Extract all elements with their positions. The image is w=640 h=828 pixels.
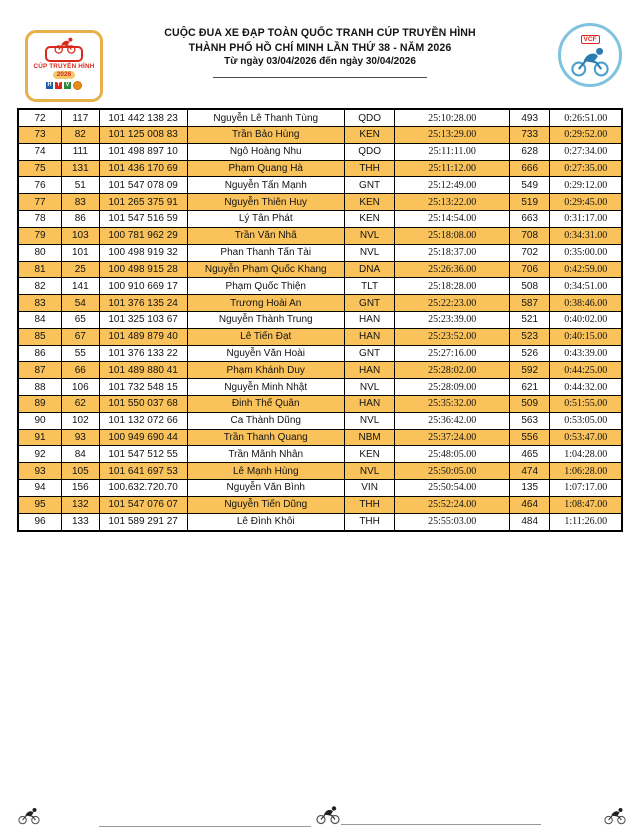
cell-bib: 65 bbox=[62, 311, 99, 328]
cell-team: HAN bbox=[344, 362, 395, 379]
cell-name: Nguyễn Phạm Quốc Khang bbox=[187, 261, 344, 278]
cell-name: Trương Hoài An bbox=[187, 295, 344, 312]
table-row bbox=[18, 227, 622, 244]
table-row bbox=[18, 160, 622, 177]
cyclist-icon bbox=[18, 806, 40, 825]
cell-uci_id: 100 910 669 17 bbox=[99, 278, 187, 295]
htv-logo-v: V bbox=[65, 81, 70, 88]
cell-time: 25:37:24.00 bbox=[395, 429, 510, 446]
table-row bbox=[18, 211, 622, 228]
cell-rank: 76 bbox=[18, 177, 62, 194]
cell-uci_id: 101 442 138 23 bbox=[99, 109, 187, 127]
cell-team: GNT bbox=[344, 345, 395, 362]
cell-team: KEN bbox=[344, 446, 395, 463]
results-table bbox=[17, 108, 623, 532]
cell-name: Ngô Hoàng Nhu bbox=[187, 143, 344, 160]
cell-team: DNA bbox=[344, 261, 395, 278]
cell-team: NVL bbox=[344, 227, 395, 244]
cell-name: Nguyễn Văn Hoài bbox=[187, 345, 344, 362]
cell-points: 592 bbox=[509, 362, 550, 379]
cell-rank: 89 bbox=[18, 396, 62, 413]
vcf-label: VCF bbox=[581, 35, 600, 44]
cell-rank: 84 bbox=[18, 311, 62, 328]
signature-line-right bbox=[341, 824, 541, 825]
cyclist-icon bbox=[52, 36, 78, 54]
cell-points: 521 bbox=[509, 311, 550, 328]
cell-name: Nguyễn Minh Nhật bbox=[187, 379, 344, 396]
table-row bbox=[18, 496, 622, 513]
cell-rank: 96 bbox=[18, 513, 62, 531]
cell-name: Phạm Khánh Duy bbox=[187, 362, 344, 379]
cell-team: NVL bbox=[344, 379, 395, 396]
page-title bbox=[120, 26, 520, 69]
cell-points: 474 bbox=[509, 463, 550, 480]
cell-team: GNT bbox=[344, 177, 395, 194]
cell-team: HAN bbox=[344, 328, 395, 345]
cell-bib: 54 bbox=[62, 295, 99, 312]
cell-time: 25:18:28.00 bbox=[395, 278, 510, 295]
cell-bib: 105 bbox=[62, 463, 99, 480]
cell-team: HAN bbox=[344, 311, 395, 328]
cell-team: KEN bbox=[344, 127, 395, 144]
htv-logo-h: H bbox=[47, 81, 52, 88]
cell-name: Nguyễn Tấn Mạnh bbox=[187, 177, 344, 194]
table-row bbox=[18, 480, 622, 497]
cell-points: 702 bbox=[509, 244, 550, 261]
tv-cyclist-icon bbox=[41, 36, 87, 62]
cell-rank: 90 bbox=[18, 412, 62, 429]
page-footer bbox=[0, 795, 640, 828]
table-row bbox=[18, 127, 622, 144]
cell-bib: 84 bbox=[62, 446, 99, 463]
cell-team: HAN bbox=[344, 396, 395, 413]
cell-points: 621 bbox=[509, 379, 550, 396]
cell-uci_id: 101 641 697 53 bbox=[99, 463, 187, 480]
cell-gap: 0:29:45.00 bbox=[550, 194, 622, 211]
cell-points: 733 bbox=[509, 127, 550, 144]
cell-gap: 0:42:59.00 bbox=[550, 261, 622, 278]
table-row bbox=[18, 429, 622, 446]
cell-time: 25:11:11.00 bbox=[395, 143, 510, 160]
cell-time: 25:10:28.00 bbox=[395, 109, 510, 127]
cell-name: Trần Văn Nhã bbox=[187, 227, 344, 244]
table-row bbox=[18, 194, 622, 211]
cell-gap: 0:40:02.00 bbox=[550, 311, 622, 328]
cell-gap: 0:29:52.00 bbox=[550, 127, 622, 144]
cell-rank: 92 bbox=[18, 446, 62, 463]
cell-bib: 131 bbox=[62, 160, 99, 177]
cell-rank: 73 bbox=[18, 127, 62, 144]
cell-name: Lê Mạnh Hùng bbox=[187, 463, 344, 480]
cell-name: Nguyễn Văn Bình bbox=[187, 480, 344, 497]
cell-gap: 0:31:17.00 bbox=[550, 211, 622, 228]
cell-team: NBM bbox=[344, 429, 395, 446]
cell-time: 25:18:37.00 bbox=[395, 244, 510, 261]
cell-name: Trần Thanh Quang bbox=[187, 429, 344, 446]
title-line-1: CUỘC ĐUA XE ĐẠP TOÀN QUỐC TRANH CÚP TRUYỀN HÌNH bbox=[164, 27, 476, 39]
cell-rank: 72 bbox=[18, 109, 62, 127]
cell-name: Nguyễn Tiến Dũng bbox=[187, 496, 344, 513]
cell-gap: 0:53:05.00 bbox=[550, 412, 622, 429]
cell-uci_id: 101 325 103 67 bbox=[99, 311, 187, 328]
cell-uci_id: 101 547 078 09 bbox=[99, 177, 187, 194]
cell-rank: 93 bbox=[18, 463, 62, 480]
cell-name: Đinh Thế Quân bbox=[187, 396, 344, 413]
cell-rank: 79 bbox=[18, 227, 62, 244]
cell-time: 25:13:29.00 bbox=[395, 127, 510, 144]
cell-time: 25:11:12.00 bbox=[395, 160, 510, 177]
cell-gap: 1:11:26.00 bbox=[550, 513, 622, 531]
cell-points: 508 bbox=[509, 278, 550, 295]
cell-time: 25:22:23.00 bbox=[395, 295, 510, 312]
cell-rank: 82 bbox=[18, 278, 62, 295]
table-row bbox=[18, 295, 622, 312]
sponsor-logos bbox=[46, 81, 82, 90]
signature-line-left bbox=[99, 826, 311, 827]
cell-time: 25:48:05.00 bbox=[395, 446, 510, 463]
table-row bbox=[18, 362, 622, 379]
cup-truyen-hinh-label: CÚP TRUYỀN HÌNH bbox=[33, 63, 95, 70]
cell-time: 25:50:05.00 bbox=[395, 463, 510, 480]
table-row bbox=[18, 244, 622, 261]
cell-points: 706 bbox=[509, 261, 550, 278]
cell-rank: 88 bbox=[18, 379, 62, 396]
cell-rank: 75 bbox=[18, 160, 62, 177]
vcf-federation-logo bbox=[558, 23, 622, 87]
htv-cup-badge-logo bbox=[25, 30, 103, 102]
cell-points: 663 bbox=[509, 211, 550, 228]
cell-time: 25:23:52.00 bbox=[395, 328, 510, 345]
cell-uci_id: 101 132 072 66 bbox=[99, 412, 187, 429]
cell-uci_id: 100 949 690 44 bbox=[99, 429, 187, 446]
cell-rank: 91 bbox=[18, 429, 62, 446]
cell-name: Lý Tân Phát bbox=[187, 211, 344, 228]
cell-bib: 25 bbox=[62, 261, 99, 278]
cell-uci_id: 101 376 133 22 bbox=[99, 345, 187, 362]
table-row bbox=[18, 463, 622, 480]
table-row bbox=[18, 345, 622, 362]
cell-rank: 87 bbox=[18, 362, 62, 379]
cell-bib: 133 bbox=[62, 513, 99, 531]
cell-bib: 101 bbox=[62, 244, 99, 261]
cell-time: 25:55:03.00 bbox=[395, 513, 510, 531]
cell-bib: 102 bbox=[62, 412, 99, 429]
results-table-body bbox=[18, 109, 622, 531]
cell-gap: 0:38:46.00 bbox=[550, 295, 622, 312]
cell-name: Trần Mãnh Nhân bbox=[187, 446, 344, 463]
table-row bbox=[18, 396, 622, 413]
cell-gap: 0:51:55.00 bbox=[550, 396, 622, 413]
cell-points: 549 bbox=[509, 177, 550, 194]
table-row bbox=[18, 109, 622, 127]
cell-bib: 141 bbox=[62, 278, 99, 295]
cell-bib: 156 bbox=[62, 480, 99, 497]
cell-gap: 0:43:39.00 bbox=[550, 345, 622, 362]
cell-time: 25:52:24.00 bbox=[395, 496, 510, 513]
cell-points: 523 bbox=[509, 328, 550, 345]
cell-points: 666 bbox=[509, 160, 550, 177]
cell-team: TLT bbox=[344, 278, 395, 295]
cell-team: KEN bbox=[344, 211, 395, 228]
cell-gap: 0:27:35.00 bbox=[550, 160, 622, 177]
cell-name: Lê Đình Khôi bbox=[187, 513, 344, 531]
cell-bib: 117 bbox=[62, 109, 99, 127]
cell-bib: 111 bbox=[62, 143, 99, 160]
cell-uci_id: 100 781 962 29 bbox=[99, 227, 187, 244]
cell-gap: 0:34:51.00 bbox=[550, 278, 622, 295]
cell-rank: 94 bbox=[18, 480, 62, 497]
cell-rank: 86 bbox=[18, 345, 62, 362]
cell-uci_id: 101 547 512 55 bbox=[99, 446, 187, 463]
cell-team: NVL bbox=[344, 463, 395, 480]
cell-bib: 67 bbox=[62, 328, 99, 345]
table-row bbox=[18, 278, 622, 295]
cell-gap: 0:44:25.00 bbox=[550, 362, 622, 379]
cell-points: 708 bbox=[509, 227, 550, 244]
cell-gap: 1:06:28.00 bbox=[550, 463, 622, 480]
cell-time: 25:18:08.00 bbox=[395, 227, 510, 244]
cell-bib: 106 bbox=[62, 379, 99, 396]
cell-gap: 0:40:15.00 bbox=[550, 328, 622, 345]
cell-points: 464 bbox=[509, 496, 550, 513]
cell-bib: 86 bbox=[62, 211, 99, 228]
cell-rank: 83 bbox=[18, 295, 62, 312]
cell-gap: 0:26:51.00 bbox=[550, 109, 622, 127]
cell-name: Phạm Quốc Thiện bbox=[187, 278, 344, 295]
cell-points: 135 bbox=[509, 480, 550, 497]
cell-uci_id: 101 436 170 69 bbox=[99, 160, 187, 177]
cell-time: 25:13:22.00 bbox=[395, 194, 510, 211]
cell-team: VIN bbox=[344, 480, 395, 497]
cell-name: Ca Thành Dũng bbox=[187, 412, 344, 429]
cell-rank: 85 bbox=[18, 328, 62, 345]
cell-gap: 0:35:00.00 bbox=[550, 244, 622, 261]
table-row bbox=[18, 513, 622, 531]
cyclist-icon bbox=[604, 806, 626, 825]
cell-bib: 62 bbox=[62, 396, 99, 413]
cell-rank: 78 bbox=[18, 211, 62, 228]
cell-uci_id: 101 547 076 07 bbox=[99, 496, 187, 513]
cell-time: 25:12:49.00 bbox=[395, 177, 510, 194]
cell-team: KEN bbox=[344, 194, 395, 211]
table-row bbox=[18, 328, 622, 345]
cell-uci_id: 101 489 880 41 bbox=[99, 362, 187, 379]
table-row bbox=[18, 261, 622, 278]
table-row bbox=[18, 143, 622, 160]
cell-points: 493 bbox=[509, 109, 550, 127]
cell-time: 25:28:09.00 bbox=[395, 379, 510, 396]
cell-points: 587 bbox=[509, 295, 550, 312]
cell-uci_id: 100.632.720.70 bbox=[99, 480, 187, 497]
cell-gap: 0:27:34.00 bbox=[550, 143, 622, 160]
cell-bib: 132 bbox=[62, 496, 99, 513]
cell-gap: 1:07:17.00 bbox=[550, 480, 622, 497]
table-row bbox=[18, 446, 622, 463]
cell-time: 25:36:42.00 bbox=[395, 412, 510, 429]
table-row bbox=[18, 311, 622, 328]
cell-uci_id: 100 498 919 32 bbox=[99, 244, 187, 261]
table-row bbox=[18, 379, 622, 396]
cell-uci_id: 101 265 375 91 bbox=[99, 194, 187, 211]
cell-name: Trần Bảo Hùng bbox=[187, 127, 344, 144]
cell-bib: 82 bbox=[62, 127, 99, 144]
page-header bbox=[0, 0, 640, 106]
cell-points: 563 bbox=[509, 412, 550, 429]
cell-team: THH bbox=[344, 496, 395, 513]
title-line-3: Từ ngày 03/04/2026 đến ngày 30/04/2026 bbox=[224, 56, 416, 67]
cell-time: 25:50:54.00 bbox=[395, 480, 510, 497]
cell-gap: 0:34:31.00 bbox=[550, 227, 622, 244]
cup-year-label: 2026 bbox=[53, 71, 75, 79]
cell-gap: 1:04:28.00 bbox=[550, 446, 622, 463]
cell-rank: 74 bbox=[18, 143, 62, 160]
cell-team: GNT bbox=[344, 295, 395, 312]
cell-points: 465 bbox=[509, 446, 550, 463]
cell-name: Nguyễn Lê Thanh Tùng bbox=[187, 109, 344, 127]
sponsor-circle-icon bbox=[73, 81, 82, 90]
cell-points: 556 bbox=[509, 429, 550, 446]
cell-team: QDO bbox=[344, 143, 395, 160]
cell-rank: 95 bbox=[18, 496, 62, 513]
cell-gap: 0:53:47.00 bbox=[550, 429, 622, 446]
cell-bib: 55 bbox=[62, 345, 99, 362]
cell-team: NVL bbox=[344, 244, 395, 261]
cell-team: THH bbox=[344, 513, 395, 531]
title-underline bbox=[213, 77, 427, 78]
cell-uci_id: 101 732 548 15 bbox=[99, 379, 187, 396]
table-row bbox=[18, 412, 622, 429]
cell-name: Nguyễn Thiên Huy bbox=[187, 194, 344, 211]
cell-points: 628 bbox=[509, 143, 550, 160]
cell-uci_id: 101 547 516 59 bbox=[99, 211, 187, 228]
cell-rank: 80 bbox=[18, 244, 62, 261]
cell-uci_id: 101 550 037 68 bbox=[99, 396, 187, 413]
cell-points: 526 bbox=[509, 345, 550, 362]
cell-name: Phan Thanh Tấn Tài bbox=[187, 244, 344, 261]
cell-gap: 0:29:12.00 bbox=[550, 177, 622, 194]
cell-time: 25:28:02.00 bbox=[395, 362, 510, 379]
cyclist-icon bbox=[570, 45, 610, 77]
cell-team: THH bbox=[344, 160, 395, 177]
cyclist-icon bbox=[316, 804, 340, 825]
cell-uci_id: 101 489 879 40 bbox=[99, 328, 187, 345]
cell-bib: 93 bbox=[62, 429, 99, 446]
cell-name: Phạm Quang Hà bbox=[187, 160, 344, 177]
cell-time: 25:23:39.00 bbox=[395, 311, 510, 328]
cell-gap: 0:44:32.00 bbox=[550, 379, 622, 396]
cell-uci_id: 100 498 915 28 bbox=[99, 261, 187, 278]
cell-team: QDO bbox=[344, 109, 395, 127]
cell-uci_id: 101 376 135 24 bbox=[99, 295, 187, 312]
cell-bib: 83 bbox=[62, 194, 99, 211]
cell-rank: 77 bbox=[18, 194, 62, 211]
cell-time: 25:14:54.00 bbox=[395, 211, 510, 228]
cell-time: 25:27:16.00 bbox=[395, 345, 510, 362]
table-row bbox=[18, 177, 622, 194]
cell-name: Nguyễn Thành Trung bbox=[187, 311, 344, 328]
cell-bib: 66 bbox=[62, 362, 99, 379]
cell-uci_id: 101 125 008 83 bbox=[99, 127, 187, 144]
cell-points: 484 bbox=[509, 513, 550, 531]
cell-time: 25:26:36.00 bbox=[395, 261, 510, 278]
cell-time: 25:35:32.00 bbox=[395, 396, 510, 413]
cell-team: NVL bbox=[344, 412, 395, 429]
htv-logo-t: T bbox=[56, 81, 61, 88]
cell-name: Lê Tiến Đạt bbox=[187, 328, 344, 345]
cell-bib: 51 bbox=[62, 177, 99, 194]
title-line-2: THÀNH PHỐ HỒ CHÍ MINH LẦN THỨ 38 - NĂM 2026 bbox=[188, 41, 452, 54]
cell-bib: 103 bbox=[62, 227, 99, 244]
cell-gap: 1:08:47.00 bbox=[550, 496, 622, 513]
cell-points: 509 bbox=[509, 396, 550, 413]
cell-rank: 81 bbox=[18, 261, 62, 278]
cell-points: 519 bbox=[509, 194, 550, 211]
cell-uci_id: 101 589 291 27 bbox=[99, 513, 187, 531]
cell-uci_id: 101 498 897 10 bbox=[99, 143, 187, 160]
